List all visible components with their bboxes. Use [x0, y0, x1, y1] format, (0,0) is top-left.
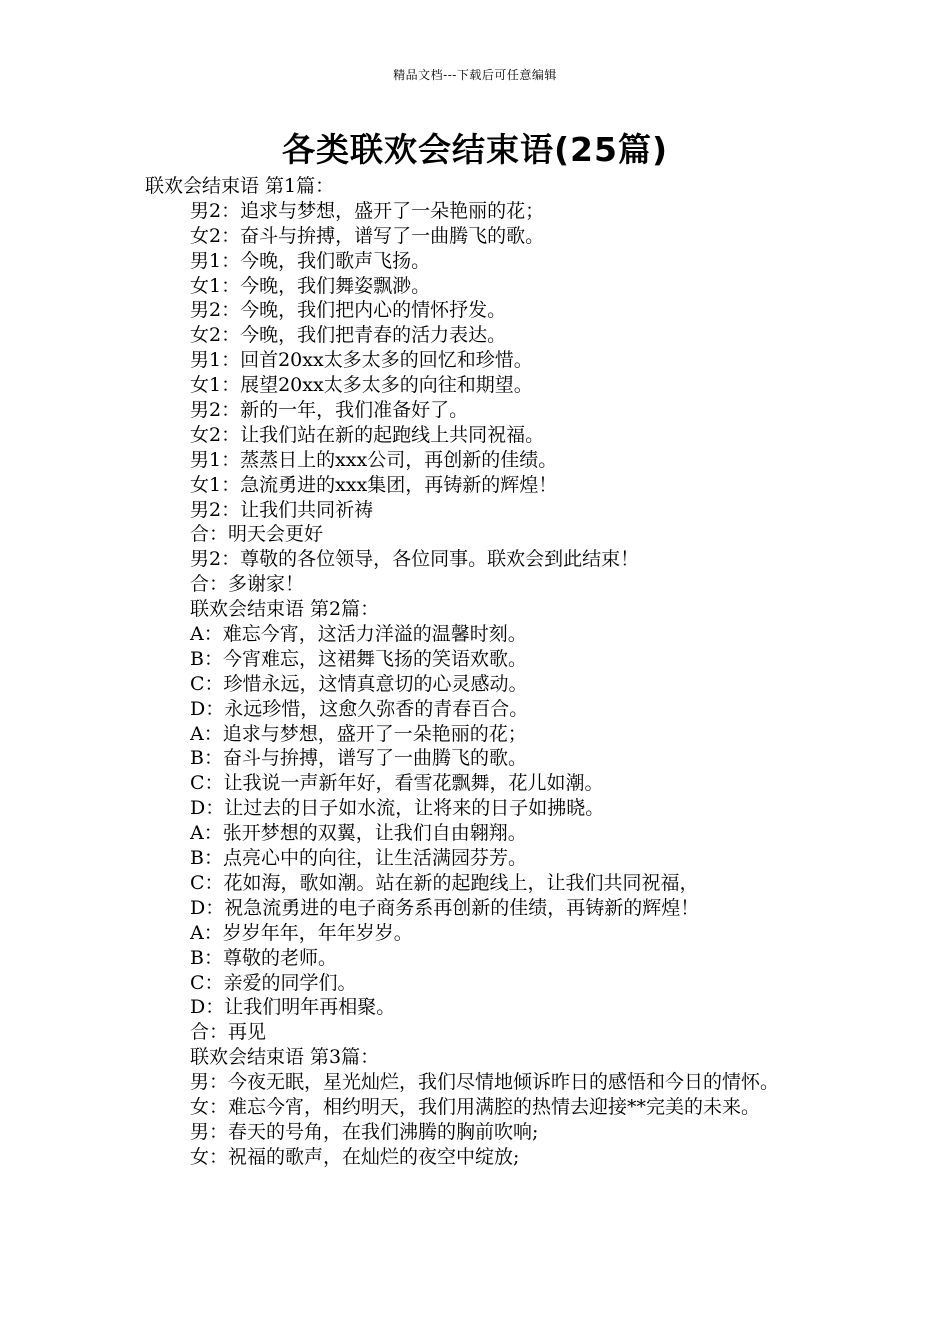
dialogue-line: C：珍惜永远，这情真意切的心灵感动。 — [190, 672, 528, 695]
dialogue-line: 女：祝福的歌声，在灿烂的夜空中绽放; — [190, 1145, 520, 1168]
dialogue-line: 男2：尊敬的各位领导，各位同事。联欢会到此结束！ — [190, 548, 640, 571]
dialogue-paragraph: 女：难忘今宵，相约明天，我们用满腔的热情去迎接**完美的未来。 — [190, 1095, 761, 1118]
document-title: 各类联欢会结束语(25篇) — [281, 130, 669, 169]
dialogue-line: D：祝急流勇进的电子商务系再创新的佳绩，再铸新的辉煌！ — [190, 896, 700, 919]
dialogue-line: 男2：今晚，我们把内心的情怀抒发。 — [190, 299, 507, 322]
dialogue-line: B：点亮心中的向往，让生活满园芬芳。 — [190, 847, 527, 870]
dialogue-line: D：让过去的日子如水流，让将来的日子如拂晓。 — [190, 797, 605, 820]
dialogue-line: 男1：回首20xx太多太多的回忆和珍惜。 — [190, 349, 533, 372]
section-heading: 联欢会结束语 第1篇： — [145, 175, 335, 197]
dialogue-line: 男1：蒸蒸日上的xxx公司，再创新的佳绩。 — [190, 448, 558, 471]
section-heading: 联欢会结束语 第3篇： — [190, 1046, 380, 1069]
dialogue-line: A：岁岁年年，年年岁岁。 — [190, 921, 413, 944]
dialogue-line: B：尊敬的老师。 — [190, 946, 337, 969]
dialogue-line: A：张开梦想的双翼，让我们自由翱翔。 — [190, 822, 527, 845]
dialogue-line: B：今宵难忘，这裙舞飞扬的笑语欢歌。 — [190, 647, 527, 670]
dialogue-line: B：奋斗与拚搏，谱写了一曲腾飞的歌。 — [190, 747, 527, 770]
dialogue-line: 合：多谢家！ — [190, 573, 305, 596]
dialogue-line: 女1：展望20xx太多太多的向往和期望。 — [190, 374, 533, 397]
dialogue-line: 女1：急流勇进的xxx集团，再铸新的辉煌！ — [190, 473, 558, 496]
dialogue-line: D：永远珍惜，这愈久弥香的青春百合。 — [190, 697, 529, 720]
dialogue-line: 男2：追求与梦想，盛开了一朵艳丽的花； — [190, 199, 545, 222]
dialogue-line: A：难忘今宵，这活力洋溢的温馨时刻。 — [190, 623, 527, 646]
dialogue-line: 女2：让我们站在新的起跑线上共同祝福。 — [190, 423, 545, 446]
dialogue-line: D：让我们明年再相聚。 — [190, 996, 396, 1019]
dialogue-line: 女1：今晚，我们舞姿飘渺。 — [190, 274, 431, 297]
document-body — [145, 174, 810, 1170]
dialogue-line: C：亲爱的同学们。 — [190, 971, 357, 994]
dialogue-line: 合：再见 — [190, 1021, 267, 1044]
dialogue-line: 男2：新的一年，我们准备好了。 — [190, 399, 469, 422]
dialogue-line: A：追求与梦想，盛开了一朵艳丽的花； — [190, 722, 527, 745]
dialogue-line: C：花如海，歌如潮。站在新的起跑线上，让我们共同祝福， — [190, 871, 699, 894]
dialogue-line: 男2：让我们共同祈祷 — [190, 498, 374, 521]
dialogue-line: 合：明天会更好 — [190, 523, 324, 546]
dialogue-line: 男1：今晚，我们歌声飞扬。 — [190, 249, 431, 272]
page-header: 精品文档---下载后可任意编辑 — [393, 68, 557, 82]
dialogue-paragraph: 男：今夜无眠，星光灿烂，我们尽情地倾诉昨日的感悟和今日的情怀。 — [190, 1071, 780, 1094]
dialogue-line: 男：春天的号角，在我们沸腾的胸前吹响; — [190, 1120, 539, 1143]
dialogue-line: 女2：奋斗与拚搏，谱写了一曲腾飞的歌。 — [190, 224, 545, 247]
section-heading: 联欢会结束语 第2篇： — [190, 598, 380, 621]
dialogue-line: 女2：今晚，我们把青春的活力表达。 — [190, 324, 507, 347]
dialogue-line: C：让我说一声新年好，看雪花飘舞，花儿如潮。 — [190, 772, 604, 795]
